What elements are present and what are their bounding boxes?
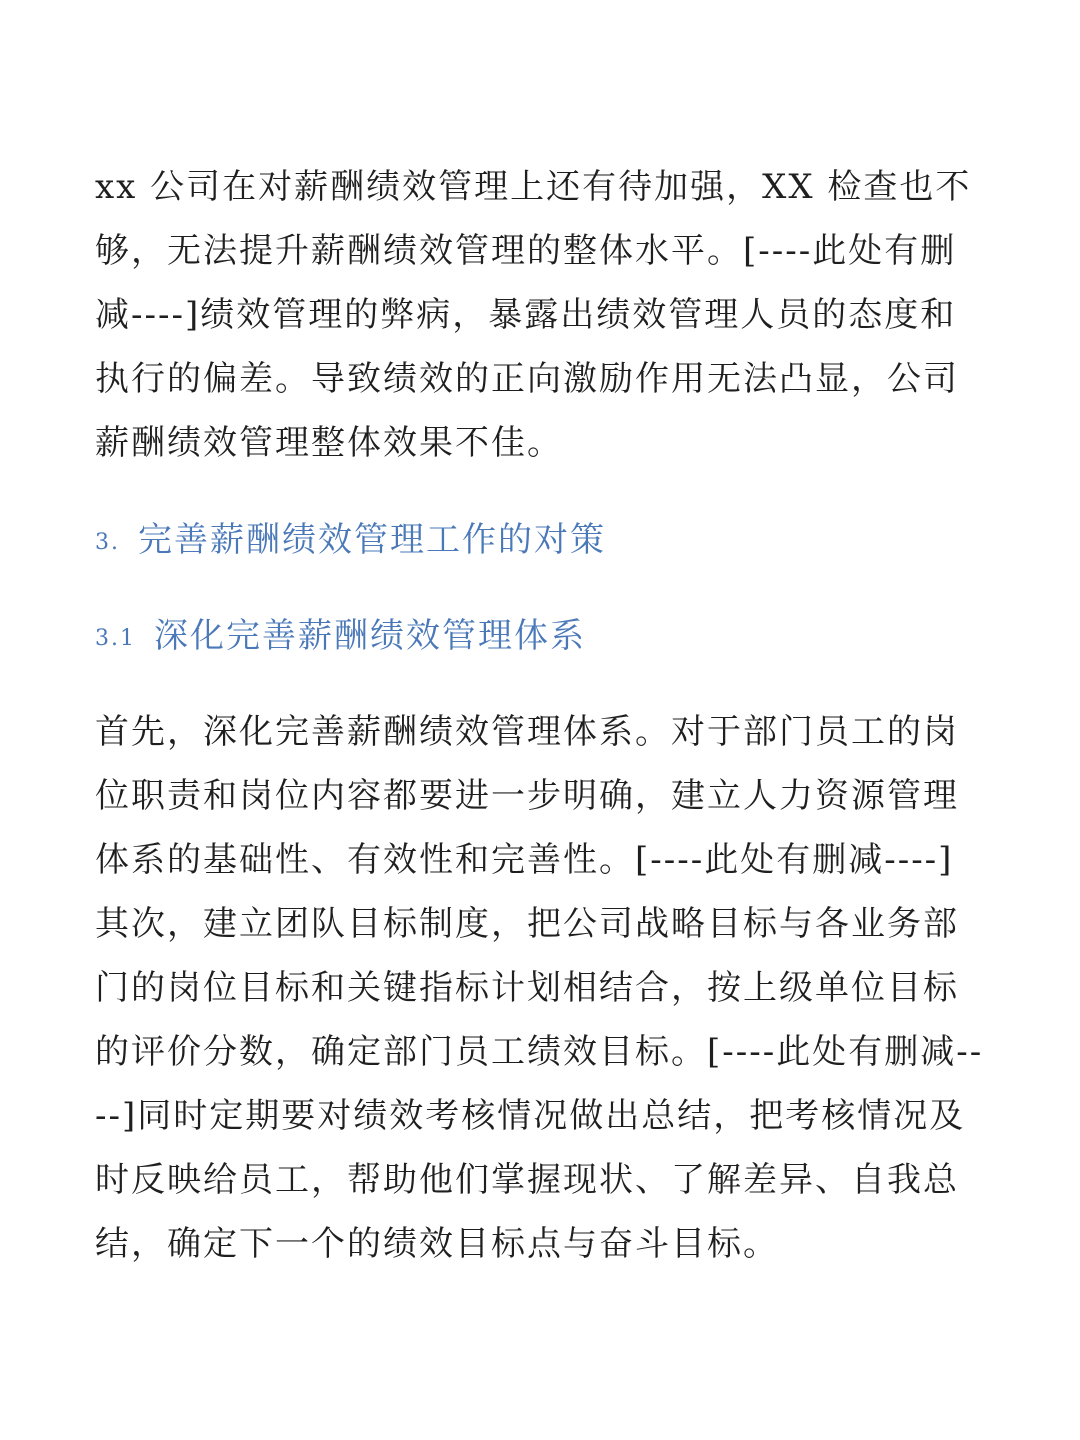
body-paragraph-measures: 首先，深化完善薪酬绩效管理体系。对于部门员工的岗位职责和岗位内容都要进一步明确，建立人力资源管理体系的基础性、有效性和完善性。[----此处有删减----]其次，建立团队目标制度，把公司战略目标与各业务部门的岗位目标和关键指标计划相结合，按上级单位目标的评价分数，确定部门员工绩效目标。[----此处有删减----]同时定期要对绩效考核情况做出总结，把考核情况及时反映给员工，帮助他们掌握现状、了解差异、自我总结，确定下一个的绩效目标点与奋斗目标。	[95, 712, 984, 1264]
section-heading-3	[95, 512, 606, 561]
subsection-heading-3-1	[95, 608, 586, 657]
subsection-title: 深化完善薪酬绩效管理体系	[154, 616, 586, 656]
subsection-number: 3.1	[95, 625, 136, 651]
body-paragraph-intro: xx 公司在对薪酬绩效管理上还有待加强，XX 检查也不够，无法提升薪酬绩效管理的整体水平。[----此处有删减----]绩效管理的弊病，暴露出绩效管理人员的态度和执行的偏差。导致绩效的正向激励作用无法凸显，公司薪酬绩效管理整体效果不佳。	[95, 167, 972, 463]
section-number: 3.	[95, 529, 120, 555]
section-title: 完善薪酬绩效管理工作的对策	[138, 520, 606, 560]
